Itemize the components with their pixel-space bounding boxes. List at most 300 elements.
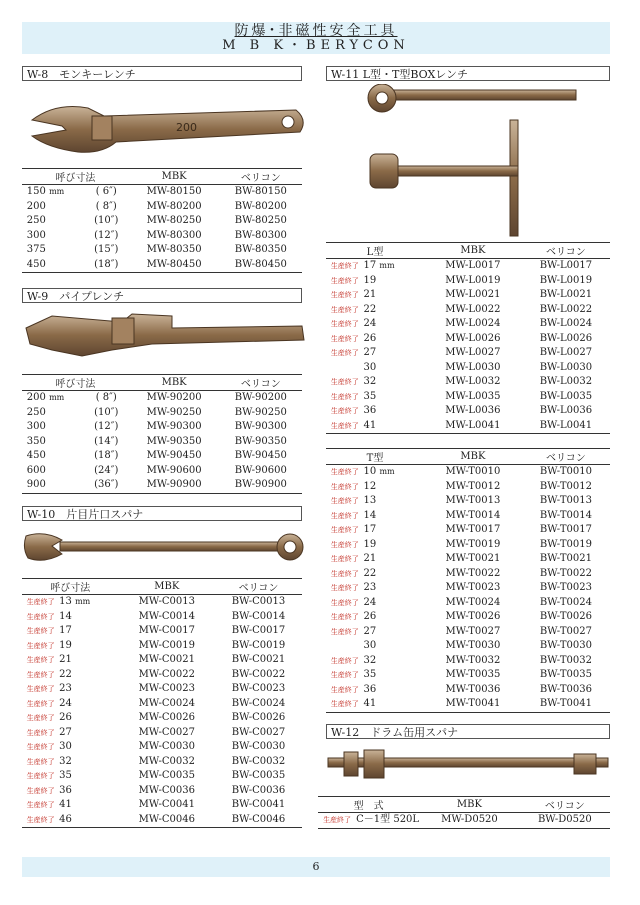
- table-header-row: [22, 375, 302, 391]
- table-row: [318, 813, 610, 829]
- table-row: [326, 668, 610, 683]
- table-row: [326, 404, 610, 419]
- discontinued-tag: 生産終了: [26, 685, 55, 694]
- size-cell: [59, 697, 118, 712]
- table-row: [22, 420, 302, 435]
- mbk-code-cell: MW-C0030: [138, 741, 195, 753]
- berycon-code-cell: BW-C0030: [231, 741, 286, 753]
- berycon-code-cell: BW-L0021: [539, 289, 593, 301]
- mbk-code-cell: MW-90450: [146, 450, 202, 462]
- table-row: [22, 668, 302, 683]
- mbk-code-cell: MW-T0030: [445, 640, 501, 652]
- mbk-code-cell: MW-C0017: [138, 625, 195, 637]
- mbk-code-cell: MW-80450: [129, 258, 220, 273]
- mbk-code-cell: MW-C0046: [119, 813, 215, 828]
- size-cell: [59, 726, 118, 741]
- berycon-code-cell: BW-90600: [234, 464, 287, 476]
- table-row: [22, 682, 302, 697]
- col-header-mbk: MBK: [424, 243, 522, 259]
- mbk-code-cell: MW-L0021: [445, 289, 501, 301]
- berycon-code-cell: BW-C0041: [231, 799, 286, 811]
- section-title-w10: W-10 片目片口スパナ: [22, 506, 302, 521]
- table-row: [22, 243, 302, 258]
- size-cell: [364, 625, 425, 640]
- table-row: [326, 683, 610, 698]
- size-value: 300: [26, 229, 46, 241]
- size-value: 35: [363, 669, 377, 681]
- size-value: 200: [26, 200, 46, 212]
- col-header-bw: ベリコン: [520, 797, 610, 813]
- mbk-code-cell: MW-80350: [146, 244, 202, 256]
- table-row: [22, 391, 302, 406]
- table-w10: [22, 578, 302, 828]
- size-value: 24: [363, 318, 377, 330]
- size-value: 41: [363, 419, 377, 431]
- size-value: 30: [363, 640, 377, 652]
- berycon-code-cell: BW-T0027: [539, 625, 592, 637]
- table-row: [22, 185, 302, 200]
- berycon-code-cell: BW-T0024: [539, 596, 592, 608]
- table-header-row: [318, 797, 610, 813]
- table-row: [22, 711, 302, 726]
- mbk-code-cell: MW-C0024: [138, 697, 195, 709]
- berycon-code-cell: BW-80250: [234, 215, 287, 227]
- table-w12: [318, 796, 610, 829]
- size-value: 13: [59, 596, 72, 608]
- table-row: [326, 390, 610, 405]
- mbk-code-cell: MW-C0022: [138, 668, 195, 680]
- col-header-size: 呼び寸法: [22, 169, 129, 185]
- discontinued-tag: 生産終了: [330, 569, 359, 578]
- table-row: [326, 494, 610, 509]
- size-cell: [27, 478, 84, 493]
- discontinued-tag: 生産終了: [26, 743, 55, 752]
- col-header-mbk: MBK: [424, 449, 522, 465]
- berycon-code-cell: BW-T0023: [539, 582, 592, 594]
- inch-cell: ( 8″): [95, 392, 117, 404]
- table-row: [22, 435, 302, 450]
- size-value: 24: [59, 697, 72, 709]
- table-row: [326, 361, 610, 376]
- size-value: 23: [59, 683, 72, 695]
- section-title-w12: W-12 ドラム缶用スパナ: [326, 724, 610, 739]
- size-value: 30: [363, 361, 377, 373]
- berycon-code-cell: BW-C0027: [231, 726, 286, 738]
- discontinued-tag: 生産終了: [330, 291, 359, 300]
- drum-spanner-image: [324, 746, 612, 782]
- berycon-code-cell: BW-T0019: [539, 538, 592, 550]
- berycon-code-cell: BW-L0036: [539, 405, 593, 417]
- col-header-mbk: MBK: [129, 169, 220, 185]
- size-cell: [364, 552, 425, 567]
- mbk-code-cell: MW-T0017: [445, 524, 501, 536]
- table-row: [326, 346, 610, 361]
- berycon-code-cell: BW-90300: [234, 421, 287, 433]
- mbk-code-cell: MW-80250: [146, 215, 202, 227]
- berycon-code-cell: BW-90200: [234, 392, 287, 404]
- discontinued-tag: 生産終了: [330, 671, 359, 680]
- col-header-size: L型: [326, 243, 424, 259]
- inch-cell: (12″): [94, 421, 119, 433]
- mbk-code-cell: MW-C0035: [138, 770, 195, 782]
- berycon-code-cell: BW-L0032: [539, 376, 593, 388]
- mbk-code-cell: MW-T0012: [445, 480, 501, 492]
- discontinued-tag: 生産終了: [330, 685, 359, 694]
- size-cell: [364, 361, 424, 376]
- table-row: [22, 464, 302, 479]
- table-row: [22, 610, 302, 625]
- berycon-code-cell: BW-C0014: [231, 610, 286, 622]
- table-row: [326, 581, 610, 596]
- section-title-w9: W-9 パイプレンチ: [22, 288, 302, 303]
- mbk-code-cell: MW-90300: [146, 421, 202, 433]
- col-header-size: 呼び寸法: [22, 579, 119, 595]
- discontinued-tag: 生産終了: [26, 786, 55, 795]
- discontinued-tag: 生産終了: [26, 641, 55, 650]
- inch-cell: ( 8″): [95, 200, 117, 212]
- mbk-code-cell: MW-C0021: [138, 654, 195, 666]
- discontinued-tag: 生産終了: [26, 714, 55, 723]
- inch-cell: (24″): [94, 464, 119, 476]
- size-cell: [364, 509, 425, 524]
- discontinued-tag: 生産終了: [330, 555, 359, 564]
- size-cell: [59, 639, 118, 654]
- col-header-size: 型 式: [318, 797, 419, 813]
- size-value: 450: [26, 258, 46, 270]
- table-row: [22, 624, 302, 639]
- size-cell: [59, 784, 118, 799]
- table-row: [326, 465, 610, 480]
- size-cell: [27, 200, 84, 215]
- berycon-code-cell: BW-T0010: [539, 466, 592, 478]
- berycon-code-cell: BW-T0013: [539, 495, 592, 507]
- table-header-row: [326, 243, 610, 259]
- adjustable-wrench-image: [26, 102, 308, 156]
- table-row: [326, 480, 610, 495]
- table-row: [22, 653, 302, 668]
- size-value: 150: [26, 186, 46, 198]
- table-row: [326, 303, 610, 318]
- size-value: 12: [363, 480, 377, 492]
- col-header-mbk: MBK: [419, 797, 519, 813]
- size-value: 22: [363, 567, 377, 579]
- table-row: [326, 552, 610, 567]
- size-cell: [27, 420, 84, 435]
- mbk-code-cell: MW-T0036: [445, 683, 501, 695]
- size-unit: mm: [379, 467, 395, 477]
- table-row: [22, 798, 302, 813]
- size-cell: [27, 406, 84, 421]
- mbk-code-cell: MW-L0036: [445, 405, 501, 417]
- size-value: 21: [59, 654, 72, 666]
- size-unit: mm: [49, 393, 65, 403]
- size-cell: [59, 682, 118, 697]
- size-value: 26: [363, 332, 377, 344]
- discontinued-tag: 生産終了: [26, 772, 55, 781]
- table-row: [22, 726, 302, 741]
- discontinued-tag: 生産終了: [22, 813, 59, 828]
- size-cell: [27, 435, 84, 450]
- col-header-size: 呼び寸法: [22, 375, 129, 391]
- mbk-code-cell: MW-L0027: [445, 347, 501, 359]
- berycon-code-cell: BW-90900: [220, 478, 302, 493]
- table-row: [22, 784, 302, 799]
- size-value: 32: [363, 654, 377, 666]
- mbk-code-cell: MW-90900: [129, 478, 220, 493]
- size-value: 23: [363, 582, 377, 594]
- discontinued-tag: 生産終了: [330, 392, 359, 401]
- table-row: [326, 332, 610, 347]
- inch-cell: (12″): [94, 229, 119, 241]
- berycon-code-cell: BW-T0017: [539, 524, 592, 536]
- mbk-code-cell: MW-L0035: [445, 390, 501, 402]
- size-cell: [364, 697, 425, 712]
- table-row: [326, 654, 610, 669]
- mbk-code-cell: MW-C0013: [138, 596, 195, 608]
- size-value: 10: [363, 466, 377, 478]
- mbk-code-cell: MW-C0027: [138, 726, 195, 738]
- size-value: 300: [26, 421, 46, 433]
- table-row: [22, 200, 302, 215]
- size-cell: [27, 464, 84, 479]
- size-unit: mm: [49, 187, 65, 197]
- table-row: [22, 478, 302, 493]
- berycon-code-cell: BW-C0032: [231, 755, 286, 767]
- size-value: 350: [26, 435, 46, 447]
- size-value: 35: [363, 390, 377, 402]
- size-cell: [364, 259, 424, 274]
- discontinued-tag: 生産終了: [330, 482, 359, 491]
- berycon-code-cell: BW-L0041: [522, 419, 610, 434]
- size-cell: [59, 813, 118, 828]
- inch-cell: (10″): [94, 406, 119, 418]
- mbk-code-cell: MW-90250: [146, 406, 202, 418]
- mbk-code-cell: MW-80200: [146, 200, 202, 212]
- discontinued-tag: 生産終了: [26, 612, 55, 621]
- mbk-code-cell: MW-T0032: [445, 654, 501, 666]
- size-cell: [364, 683, 425, 698]
- mbk-code-cell: MW-L0024: [445, 318, 501, 330]
- discontinued-tag: 生産終了: [330, 497, 359, 506]
- mbk-code-cell: MW-C0014: [138, 610, 195, 622]
- berycon-code-cell: BW-T0012: [539, 480, 592, 492]
- page-title: 防爆･非磁性安全工具: [234, 23, 398, 39]
- mbk-code-cell: MW-90350: [146, 435, 202, 447]
- discontinued-tag: 生産終了: [330, 627, 359, 636]
- berycon-code-cell: BW-L0017: [539, 260, 593, 272]
- berycon-code-cell: BW-C0022: [231, 668, 286, 680]
- mbk-code-cell: MW-L0032: [445, 376, 501, 388]
- size-value: 19: [363, 274, 377, 286]
- discontinued-tag: 生産終了: [326, 697, 364, 712]
- discontinued-tag: 生産終了: [26, 656, 55, 665]
- mbk-code-cell: MW-T0019: [445, 538, 501, 550]
- berycon-code-cell: BW-L0035: [539, 390, 593, 402]
- berycon-code-cell: BW-L0026: [539, 332, 593, 344]
- berycon-code-cell: BW-C0046: [215, 813, 302, 828]
- size-cell: [364, 404, 424, 419]
- berycon-code-cell: BW-80450: [220, 258, 302, 273]
- size-value: 14: [59, 610, 72, 622]
- mbk-code-cell: MW-T0035: [445, 669, 501, 681]
- mbk-code-cell: MW-C0019: [138, 639, 195, 651]
- size-value: 21: [363, 289, 377, 301]
- table-row: [22, 639, 302, 654]
- size-value: 30: [59, 741, 72, 753]
- size-value: 22: [59, 668, 72, 680]
- berycon-code-cell: BW-T0022: [539, 567, 592, 579]
- berycon-code-cell: BW-D0520: [520, 813, 610, 829]
- size-value: 900: [26, 479, 46, 491]
- berycon-code-cell: BW-90450: [234, 450, 287, 462]
- table-w8: [22, 168, 302, 273]
- size-value: 14: [363, 509, 377, 521]
- mbk-code-cell: MW-T0024: [445, 596, 501, 608]
- discontinued-tag: 生産終了: [330, 613, 359, 622]
- inch-cell: (18″): [94, 450, 119, 462]
- size-value: 200: [26, 392, 46, 404]
- size-value: 375: [26, 244, 46, 256]
- berycon-code-cell: BW-T0035: [539, 669, 592, 681]
- size-cell: [59, 610, 118, 625]
- table-header-row: [22, 169, 302, 185]
- mbk-code-cell: MW-T0023: [445, 582, 501, 594]
- table-header-row: [22, 579, 302, 595]
- discontinued-tag: 生産終了: [318, 813, 356, 829]
- size-cell: [364, 668, 425, 683]
- mbk-code-cell: MW-C0036: [138, 784, 195, 796]
- size-value: 27: [363, 347, 377, 359]
- berycon-code-cell: BW-80200: [234, 200, 287, 212]
- size-value: 35: [59, 770, 72, 782]
- size-cell: [364, 346, 424, 361]
- table-row: [326, 610, 610, 625]
- mbk-code-cell: MW-T0014: [445, 509, 501, 521]
- discontinued-tag: 生産終了: [330, 511, 359, 520]
- size-value: 41: [59, 799, 72, 811]
- col-header-bw: ベリコン: [522, 243, 610, 259]
- berycon-code-cell: BW-C0013: [231, 596, 286, 608]
- mbk-code-cell: MW-T0027: [445, 625, 501, 637]
- col-header-bw: ベリコン: [215, 579, 302, 595]
- inch-cell: (14″): [94, 435, 119, 447]
- size-value: 36: [363, 683, 377, 695]
- discontinued-tag: 生産終了: [330, 262, 359, 271]
- size-unit: mm: [75, 597, 91, 607]
- berycon-code-cell: BW-T0032: [539, 654, 592, 666]
- discontinued-tag: 生産終了: [330, 320, 359, 329]
- table-row: [326, 419, 610, 434]
- size-cell: [364, 523, 425, 538]
- berycon-code-cell: BW-80300: [234, 229, 287, 241]
- mbk-code-cell: MW-T0021: [445, 553, 501, 565]
- inch-cell: (15″): [94, 244, 119, 256]
- berycon-code-cell: BW-80150: [234, 186, 287, 198]
- berycon-code-cell: BW-C0035: [231, 770, 286, 782]
- pipe-wrench-image: [22, 306, 306, 364]
- size-cell: [27, 391, 84, 406]
- size-cell: [27, 229, 84, 244]
- mbk-code-cell: MW-80150: [146, 186, 202, 198]
- size-value: 250: [26, 215, 46, 227]
- discontinued-tag: 生産終了: [330, 407, 359, 416]
- berycon-code-cell: BW-80350: [234, 244, 287, 256]
- discontinued-tag: 生産終了: [330, 305, 359, 314]
- size-value: 19: [59, 639, 72, 651]
- size-value: C－1型 520L: [356, 814, 420, 826]
- size-cell: [364, 567, 425, 582]
- size-cell: [364, 419, 424, 434]
- berycon-code-cell: BW-T0014: [539, 509, 592, 521]
- size-value: 26: [363, 611, 377, 623]
- size-cell: [364, 274, 424, 289]
- discontinued-tag: 生産終了: [26, 627, 55, 636]
- size-cell: [59, 711, 118, 726]
- size-value: 19: [363, 538, 377, 550]
- table-row: [22, 229, 302, 244]
- size-cell: [364, 538, 425, 553]
- size-value: 36: [59, 784, 72, 796]
- table-row: [326, 523, 610, 538]
- discontinued-tag: 生産終了: [26, 670, 55, 679]
- size-value: 24: [363, 596, 377, 608]
- berycon-code-cell: BW-L0019: [539, 274, 593, 286]
- size-value: 26: [59, 712, 72, 724]
- page-subtitle: M B K・BERYCON: [222, 38, 410, 53]
- wrench-marking: 200: [176, 121, 197, 134]
- berycon-code-cell: BW-C0023: [231, 683, 286, 695]
- discontinued-tag: 生産終了: [330, 378, 359, 387]
- mbk-code-cell: MW-90600: [146, 464, 202, 476]
- size-cell: [59, 798, 118, 813]
- discontinued-tag: 生産終了: [330, 334, 359, 343]
- discontinued-tag: [326, 361, 364, 376]
- table-row: [326, 317, 610, 332]
- size-cell: [364, 390, 424, 405]
- size-cell: [364, 610, 425, 625]
- size-value: 32: [59, 755, 72, 767]
- table-row: [326, 596, 610, 611]
- discontinued-tag: 生産終了: [26, 728, 55, 737]
- berycon-code-cell: BW-C0021: [231, 654, 286, 666]
- table-row: [22, 214, 302, 229]
- berycon-code-cell: BW-C0024: [231, 697, 286, 709]
- box-wrench-image: [360, 84, 580, 240]
- inch-cell: (18″): [84, 258, 129, 273]
- size-cell: [364, 480, 425, 495]
- size-cell: [364, 303, 424, 318]
- size-cell: [59, 740, 118, 755]
- berycon-code-cell: BW-T0026: [539, 611, 592, 623]
- size-cell: [27, 214, 84, 229]
- table-w9: [22, 374, 302, 494]
- size-value: 22: [363, 303, 377, 315]
- table-row: [22, 769, 302, 784]
- berycon-code-cell: BW-90350: [234, 435, 287, 447]
- size-value: 46: [59, 813, 72, 825]
- discontinued-tag: 生産終了: [330, 598, 359, 607]
- table-row: [22, 697, 302, 712]
- table-row: [326, 288, 610, 303]
- size-unit: mm: [379, 261, 395, 271]
- discontinued-tag: 生産終了: [26, 801, 55, 810]
- discontinued-tag: 生産終了: [26, 699, 55, 708]
- size-cell: [27, 185, 84, 200]
- table-row: [22, 740, 302, 755]
- col-header-mbk: MBK: [119, 579, 215, 595]
- page-number: 6: [312, 860, 320, 873]
- size-cell: [364, 494, 425, 509]
